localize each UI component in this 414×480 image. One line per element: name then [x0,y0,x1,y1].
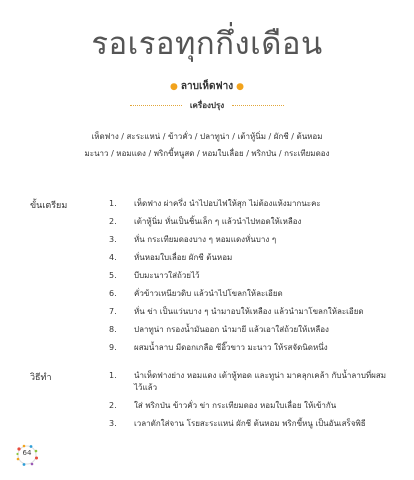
step-text: เห็ดฟาง ผ่าครึ่ง นำไปอบไฟให้สุก ไม่ต้องแห้งมากนะคะ [134,199,321,208]
page-number-badge [15,443,39,467]
list-item [109,418,394,430]
ingredients-heading [0,99,414,112]
list-item [109,216,394,228]
list-item [109,198,394,210]
method-steps [109,370,394,436]
step-text: หั่น ข่า เป็นแว่นบาง ๆ นำมาอบให้เหลือง แล้วนำมาโขลกให้ละเอียด [134,307,364,316]
ingredients-line-2: มะนาว / หอมแดง / พริกขี้หนูสด / หอมใบเลื่อย / พริกป่น / กระเทียมดอง [84,149,330,158]
step-text: บีบมะนาวใส่ถ้วยไว้ [134,271,200,280]
step-number: 2. [109,401,117,410]
step-number: 6. [109,289,117,298]
bullet-dot-left: ● [170,82,178,92]
list-item [109,370,394,394]
list-item [109,252,394,264]
ingredients-line-1: เห็ดฟาง / สะระแหน่ / ข้าวคั่ว / ปลาทูน่า / เต้าหู้นิ่ม / ผักชี / ต้นหอม [91,132,323,141]
step-number: 9. [109,343,117,352]
list-item [109,324,394,336]
step-text: หั่น กระเทียมดองบาง ๆ หอมแดงหั่นบาง ๆ [134,235,277,244]
step-text: ใส่ พริกป่น ข้าวคั่ว ข่า กระเทียมดอง หอมใบเลื่อย ให้เข้ากัน [134,401,337,410]
list-item [109,288,394,300]
list-item [109,270,394,282]
page-title: รอเรอทุกกึ่งเดือน [91,26,323,62]
list-item [109,342,394,354]
step-number: 4. [109,253,117,262]
step-number: 3. [109,235,117,244]
list-item [109,306,394,318]
list-item [109,234,394,246]
step-number: 3. [109,419,117,428]
step-text: ปลาทูน่า กรองน้ำมันออก นำมายี แล้วเอาใส่ถ้วยให้เหลือง [134,325,329,334]
step-text: ผสมน้ำลาบ มีดอกเกลือ ซีอิ๊วขาว มะนาว ให้รสจัดนิดหนึ่ง [134,343,328,352]
step-text: หั่นหอมใบเลื่อย ผักชี ต้นหอม [134,253,233,262]
step-number: 1. [109,371,117,380]
step-number: 2. [109,217,117,226]
divider-right [232,105,284,106]
step-text: เวลาตักใส่จาน โรยสะระแหน่ ผักชี ต้นหอม พริกขี้หนู เป็นอันเสร็จพิธี [134,419,366,428]
step-number: 5. [109,271,117,280]
step-text: นำเห็ดฟางย่าง หอมแดง เต้าหู้ทอด และทูน่า มาคลุกเคล้า กับน้ำลาบที่ผสมไว้แล้ว [134,371,387,392]
step-text: คั่วข้าวเหนียวดิบ แล้วนำไปโขลกให้ละเอียด [134,289,283,298]
list-item [109,400,394,412]
ingredients-heading-text: เครื่องปรุง [189,101,225,110]
step-number: 1. [109,199,117,208]
step-text: เต้าหู้นิ่ม หั่นเป็นชิ้นเล็ก ๆ แล้วนำไปทอดให้เหลือง [134,217,302,226]
step-number: 8. [109,325,117,334]
preparation-steps [109,198,394,360]
step-number: 7. [109,307,117,316]
recipe-name [0,79,414,94]
preparation-label: ขั้นเตรียม [30,201,68,211]
page-number: 64 [22,449,32,457]
bullet-dot-right: ● [236,82,244,92]
method-label: วิธีทำ [30,373,52,383]
ingredients-list [30,128,384,162]
divider-left [130,105,182,106]
recipe-name-text: ลาบเห็ดฟาง [180,81,234,92]
